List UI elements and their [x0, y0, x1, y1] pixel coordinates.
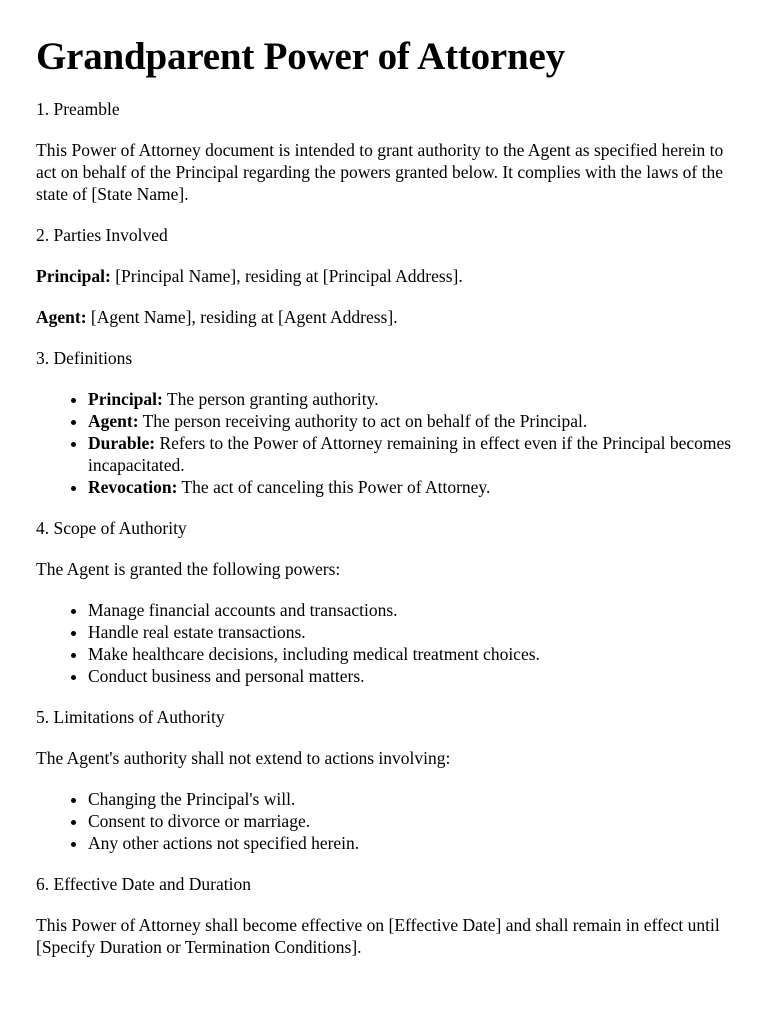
definition-item-revocation — [88, 476, 734, 498]
list-item: • Changing the Principal's will. — [88, 788, 734, 810]
definition-item-durable — [88, 432, 734, 476]
principal-text: [Principal Name], residing at [Principal Address]. — [110, 266, 463, 286]
definition-text: Refers to the Power of Attorney remaining in effect even if the Principal becomes incapacitated. — [88, 433, 732, 475]
agent-text: [Agent Name], residing at [Agent Address]. — [86, 307, 398, 327]
list-item: • Manage financial accounts and transactions. — [88, 599, 734, 621]
definition-text: The act of canceling this Power of Attorney. — [177, 477, 491, 497]
definition-term: Agent: — [88, 411, 139, 431]
definition-term: Revocation: — [88, 477, 178, 497]
definition-text: The person granting authority. — [162, 389, 379, 409]
principal-label: Principal: — [36, 266, 111, 286]
duration-text: This Power of Attorney shall become effective on [Effective Date] and shall remain in effect until [Specify Duration or Termination Conditions]. — [36, 915, 720, 957]
list-item: • Conduct business and personal matters. — [88, 665, 734, 687]
document-title: Grandparent Power of Attorney — [36, 35, 565, 78]
agent-label: Agent: — [36, 307, 87, 327]
preamble-heading: 1. Preamble — [36, 99, 120, 119]
list-item: • Make healthcare decisions, including medical treatment choices. — [88, 643, 734, 665]
parties-heading: 2. Parties Involved — [36, 225, 168, 245]
definition-item-agent — [88, 410, 734, 432]
limitations-heading: 5. Limitations of Authority — [36, 707, 225, 727]
limitations-list — [36, 788, 734, 854]
principal-paragraph — [36, 265, 734, 287]
duration-heading: 6. Effective Date and Duration — [36, 874, 251, 894]
scope-intro: The Agent is granted the following powers: — [36, 559, 341, 579]
definition-item-principal — [88, 388, 734, 410]
list-item: • Handle real estate transactions. — [88, 621, 734, 643]
agent-paragraph — [36, 306, 734, 328]
scope-list — [36, 599, 734, 687]
preamble-text: This Power of Attorney document is intended to grant authority to the Agent as specified herein to act on behalf of the Principal regarding the powers granted below. It complies with the laws of the state of [State Name]. — [36, 140, 724, 204]
definition-term: Durable: — [88, 433, 156, 453]
definitions-heading: 3. Definitions — [36, 348, 133, 368]
definitions-list — [36, 388, 734, 498]
definition-term: Principal: — [88, 389, 163, 409]
list-item: • Any other actions not specified herein. — [88, 832, 734, 854]
list-item: • Consent to divorce or marriage. — [88, 810, 734, 832]
scope-heading: 4. Scope of Authority — [36, 518, 187, 538]
limitations-intro: The Agent's authority shall not extend to actions involving: — [36, 748, 451, 768]
definition-text: The person receiving authority to act on behalf of the Principal. — [138, 411, 588, 431]
